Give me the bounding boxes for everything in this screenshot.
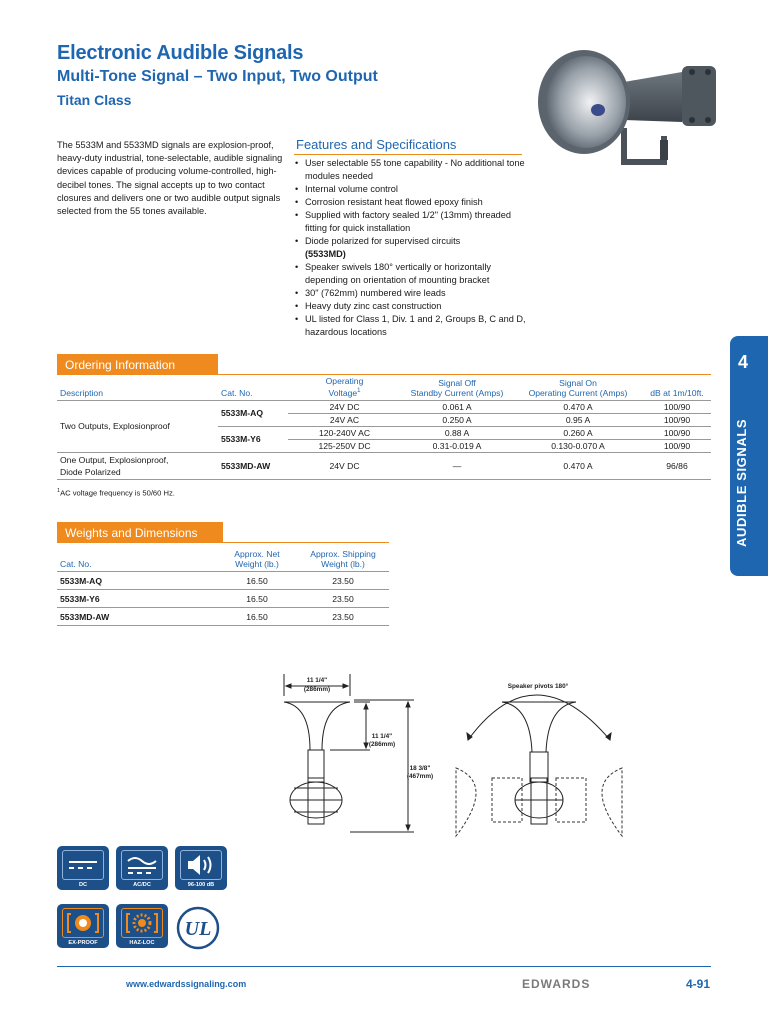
- ordering-table: [57, 376, 711, 480]
- standby-cell: 0.061 A: [401, 400, 513, 413]
- dc-icon-frame: [62, 850, 104, 880]
- cat-no-cell: 5533MD-AW: [218, 452, 288, 479]
- col-net-line2: Weight (lb.): [235, 559, 279, 569]
- ship-cell: 23.50: [297, 608, 389, 626]
- col-operating-line1: Signal On: [559, 377, 597, 388]
- db-cell: 100/90: [643, 426, 711, 439]
- weights-header-row: [57, 549, 389, 572]
- operating-cell: 0.470 A: [513, 400, 643, 413]
- operating-cell: 0.470 A: [513, 452, 643, 479]
- table-row: [57, 572, 389, 590]
- horn-product-photo: [532, 44, 722, 174]
- col-voltage-line1: Operating: [325, 376, 364, 386]
- footnote: [57, 488, 175, 498]
- col-standby-line2: Standby Current (Amps): [410, 387, 504, 398]
- ac-dc-icon: [116, 846, 168, 890]
- features-rule: [294, 154, 522, 155]
- product-class: Titan Class: [57, 92, 132, 108]
- voltage-cell: 125-250V DC: [288, 439, 401, 452]
- page-number: 4-91: [686, 977, 711, 991]
- feature-item-text: Diode polarized for supervised circuits: [305, 236, 461, 246]
- table-row: [57, 400, 711, 413]
- speaker-icon: [175, 846, 227, 890]
- feature-item: • User selectable 55 tone capability - No additional tone modules needed: [294, 157, 526, 183]
- ordering-heading: Ordering Information: [57, 354, 218, 375]
- table-row: [57, 590, 389, 608]
- feature-item-bold: (5533MD): [305, 249, 346, 259]
- operating-cell: 0.95 A: [513, 413, 643, 426]
- speaker-symbol: [181, 851, 221, 879]
- feature-item: • 30" (762mm) numbered wire leads: [294, 287, 526, 300]
- voltage-cell: 120-240V AC: [288, 426, 401, 439]
- height-label: 18 3/8": [409, 765, 431, 772]
- dc-icon: [57, 846, 109, 890]
- edwards-logo: EDWARDS: [522, 977, 591, 991]
- feature-item: • Corrosion resistant heat flowed epoxy finish: [294, 196, 526, 209]
- width-label-mm: (286mm): [303, 686, 331, 693]
- col-ship-weight: [297, 549, 389, 572]
- cat-no-cell: 5533M-Y6: [218, 426, 288, 452]
- page-title: Electronic Audible Signals: [57, 42, 304, 64]
- ex-proof-icon: [57, 904, 109, 948]
- haz-loc-icon: [116, 904, 168, 948]
- table-row: [57, 608, 389, 626]
- net-cell: 16.50: [217, 590, 297, 608]
- icon-caption: AC/DC: [133, 882, 151, 888]
- ul-mark: UL: [184, 918, 212, 940]
- ex-proof-icon-frame: [62, 908, 104, 938]
- net-cell: 16.50: [217, 608, 297, 626]
- section-number: 4: [738, 352, 749, 372]
- dc-symbol: [63, 851, 103, 879]
- features-list: [294, 157, 526, 339]
- col-cat-no: Cat. No.: [218, 376, 288, 400]
- horn-label-mm: (286mm): [368, 741, 396, 748]
- db-cell: 100/90: [643, 400, 711, 413]
- table-row: [57, 452, 711, 479]
- features-heading: Features and Specifications: [296, 137, 457, 152]
- description-line1: One Output, Explosionproof,: [60, 454, 169, 465]
- icon-caption: HAZ-LOC: [129, 940, 155, 946]
- description-line2: Diode Polarized: [60, 466, 121, 477]
- intro-paragraph: The 5533M and 5533MD signals are explosion-proof, heavy-duty industrial, tone-selectable, audible signaling devices capable of producing volume-controlled, high-decibel tones. The signal accepts up to two contact closures and delivers one or two audible output signals selected from the 55 tones available.: [57, 140, 283, 217]
- horn-label: 11 1/4": [371, 733, 393, 740]
- feature-item: • Supplied with factory sealed 1/2" (13mm) threaded fitting for quick installation: [294, 209, 526, 235]
- speaker-icon-frame: [180, 850, 222, 880]
- col-cat-no: Cat. No.: [57, 549, 217, 572]
- description-cell: [57, 452, 218, 479]
- ship-cell: 23.50: [297, 572, 389, 590]
- col-operating-line2: Operating Current (Amps): [528, 387, 628, 398]
- col-voltage-line2: Voltage: [328, 387, 358, 398]
- weights-table: [57, 549, 389, 626]
- col-description: Description: [57, 376, 218, 400]
- cat-no-cell: 5533MD-AW: [57, 608, 217, 626]
- col-ship-line1: Approx. Shipping: [310, 549, 376, 559]
- col-net-line1: Approx. Net: [234, 549, 280, 559]
- db-cell: 100/90: [643, 413, 711, 426]
- ul-listed-icon: [176, 906, 220, 950]
- width-label: 11 1/4": [306, 677, 328, 684]
- haz-loc-symbol: [122, 909, 162, 937]
- voltage-cell: 24V AC: [288, 413, 401, 426]
- net-cell: 16.50: [217, 572, 297, 590]
- db-cell: 100/90: [643, 439, 711, 452]
- feature-item: • Heavy duty zinc cast construction: [294, 300, 526, 313]
- feature-item: • Speaker swivels 180° vertically or horizontally depending on orientation of mounting bracket: [294, 261, 526, 287]
- col-standby-line1: Signal Off: [438, 377, 476, 388]
- col-standby: [401, 376, 513, 400]
- footer-website-link[interactable]: www.edwardssignaling.com: [126, 979, 247, 989]
- col-net-weight: [217, 549, 297, 572]
- cat-no-cell: 5533M-Y6: [57, 590, 217, 608]
- footer-rule: [57, 966, 711, 967]
- page-subtitle: Multi-Tone Signal – Two Input, Two Output: [57, 68, 378, 85]
- col-operating: [513, 376, 643, 400]
- ship-cell: 23.50: [297, 590, 389, 608]
- dimension-drawing: [270, 660, 650, 860]
- icon-caption: DC: [78, 882, 88, 888]
- haz-loc-icon-frame: [121, 908, 163, 938]
- icon-caption: EX-PROOF: [68, 940, 98, 946]
- standby-cell: 0.250 A: [401, 413, 513, 426]
- col-ship-line2: Weight (lb.): [321, 559, 365, 569]
- col-db: dB at 1m/10ft.: [643, 376, 711, 400]
- feature-item: • UL listed for Class 1, Div. 1 and 2, Groups B, C and D, hazardous locations: [294, 313, 526, 339]
- footnote-text: AC voltage frequency is 50/60 Hz.: [60, 488, 175, 498]
- weights-rule: [57, 542, 389, 543]
- standby-cell: 0.31-0.019 A: [401, 439, 513, 452]
- ac-dc-symbol: [122, 851, 162, 879]
- feature-item: • Internal volume control: [294, 183, 526, 196]
- standby-cell: 0.88 A: [401, 426, 513, 439]
- standby-cell: —: [401, 452, 513, 479]
- height-label-mm: (467mm): [406, 773, 434, 780]
- operating-cell: 0.260 A: [513, 426, 643, 439]
- voltage-cell: 24V DC: [288, 400, 401, 413]
- db-cell: 96/86: [643, 452, 711, 479]
- section-label: AUDIBLE SIGNALS: [734, 418, 749, 547]
- cat-no-cell: 5533M-AQ: [57, 572, 217, 590]
- icon-caption: 96-100 dB: [187, 882, 215, 888]
- voltage-cell: 24V DC: [288, 452, 401, 479]
- feature-item: [294, 235, 526, 261]
- description-cell: Two Outputs, Explosionproof: [57, 400, 218, 452]
- footnote-marker: 1: [357, 388, 361, 394]
- operating-cell: 0.130-0.070 A: [513, 439, 643, 452]
- cat-no-cell: 5533M-AQ: [218, 400, 288, 426]
- footnote-sup: 1: [57, 488, 61, 494]
- ac-dc-icon-frame: [121, 850, 163, 880]
- col-voltage: [288, 376, 401, 400]
- ordering-header-row: [57, 376, 711, 400]
- ex-proof-symbol: [63, 909, 103, 937]
- weights-heading: Weights and Dimensions: [57, 522, 223, 543]
- ordering-rule: [57, 374, 711, 375]
- pivot-label: Speaker pivots 180°: [507, 683, 569, 690]
